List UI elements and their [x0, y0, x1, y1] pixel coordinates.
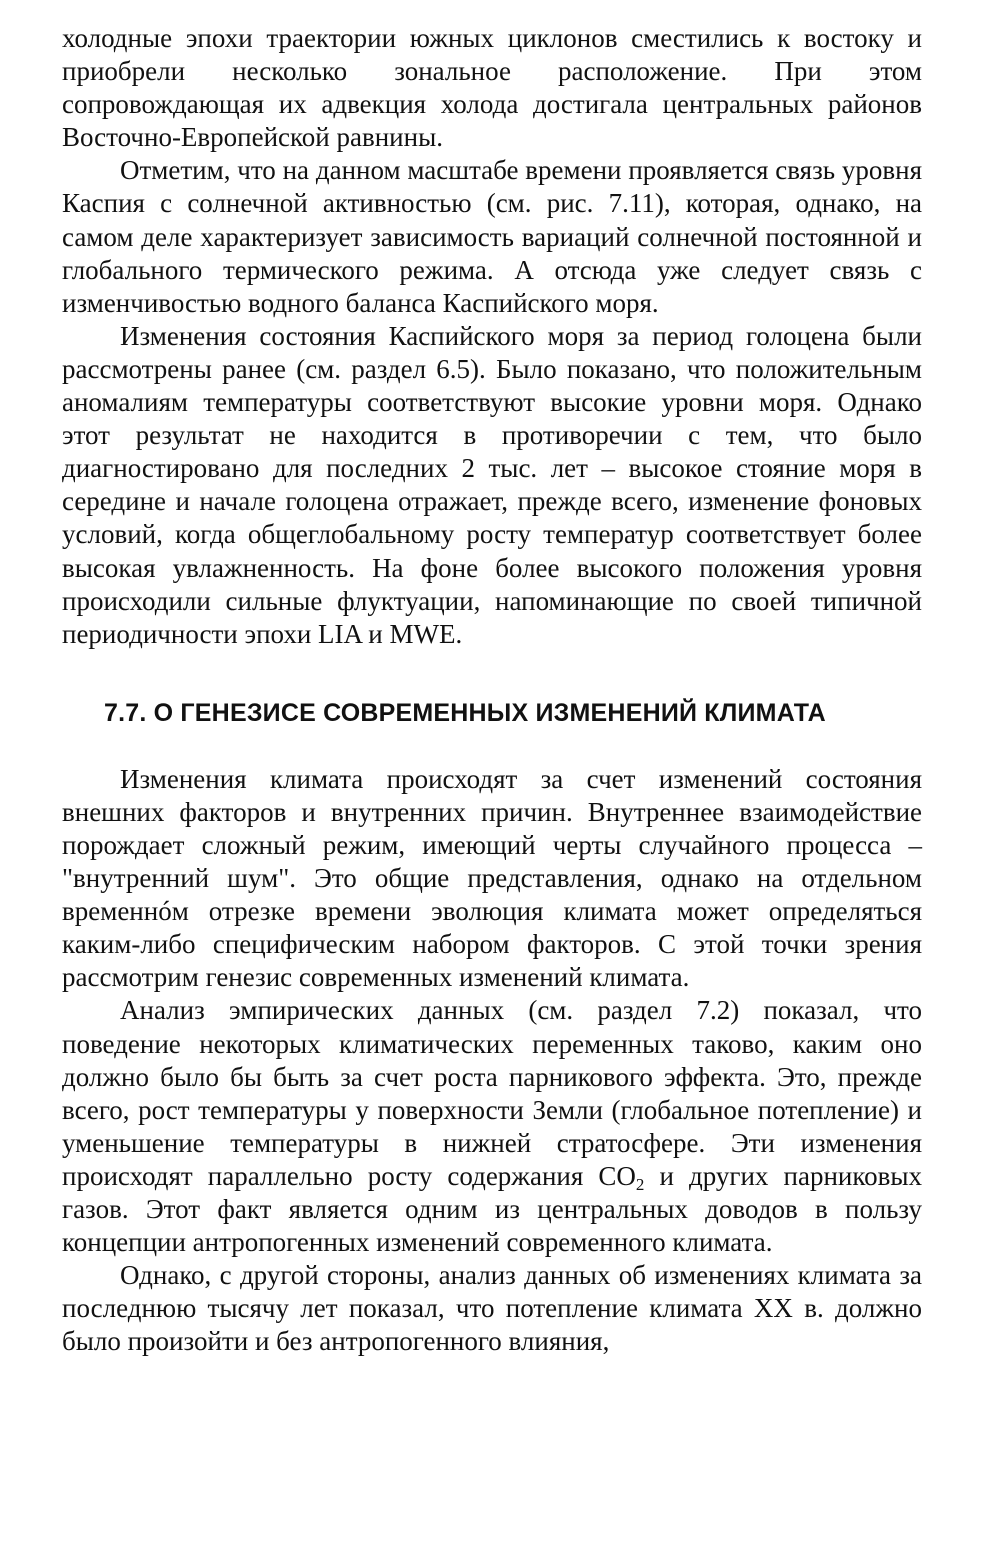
paragraph-millennium: Однако, с другой стороны, анализ данных об изменениях климата за последнюю тысячу лет показал, что потепление климата XX в. должно было произойти и без антропогенного влияния, — [62, 1260, 922, 1357]
co2-formula — [598, 1160, 645, 1194]
paragraph-text-part: Анализ эмпирических данных (см. раздел 7.2) показал, что поведение некоторых климатических переменных таково, каким оно должно было бы быть за счет роста парникового эффекта. Это, прежде всего, рост температуры у поверхности Земли (глобальное потепление) и уменьшение температуры в нижней стратосфере. Эти изменения происходят параллельно росту содержания — [62, 995, 922, 1191]
paragraph-continuation: холодные эпохи траектории южных циклонов сместились к востоку и приобрели несколько зональное расположение. При этом сопровождающая их адвекция холода достигала центральных районов Восточно-Европейской равнины. — [62, 23, 922, 153]
formula-base: CO — [598, 1160, 636, 1191]
paragraph-empirical-analysis — [62, 994, 922, 1259]
paragraph-holocene: Изменения состояния Каспийского моря за период голоцена были рассмотрены ранее (см. раздел 6.5). Было показано, что положительным аномалиям температуры соответствуют высокие уровни моря. Однако этот результат не находится в противоречии с тем, что было диагностировано для последних 2 тыс. лет – высокое стояние моря в середине и начале голоцена отражает, прежде всего, изменение фоновых условий, когда общеглобальному росту температур соответствует более высокая увлажненность. На фоне более высокого положения уровня происходили сильные флуктуации, напоминающие по своей типичной периодичности эпохи LIA и MWE. — [62, 320, 922, 649]
section-heading: 7.7. О ГЕНЕЗИСЕ СОВРЕМЕННЫХ ИЗМЕНЕНИЙ КЛИМАТА — [104, 698, 826, 727]
paragraph-text-part: и других парниковых газов. Этот факт является одним из центральных доводов в пользу концепции антропогенных изменений современного климата. — [62, 1160, 922, 1258]
paragraph-caspian-solar: Отметим, что на данном масштабе времени проявляется связь уровня Каспия с солнечной активностью (см. рис. 7.11), которая, однако, на самом деле характеризует зависимость вариаций солнечной постоянной и глобального термического режима. А отсюда уже следует связь с изменчивостью водного баланса Каспийского моря. — [62, 155, 922, 318]
formula-subscript: 2 — [635, 1174, 645, 1194]
book-page — [62, 22, 922, 1358]
paragraph-climate-factors: Изменения климата происходят за счет изменений состояния внешних факторов и внутренних причин. Внутреннее взаимодействие порождает сложный режим, имеющий черты случайного процесса – "внутренний шум". Это общие представления, однако на отдельном временнóм отрезке времени эволюция климата может определяться каким-либо специфическим набором факторов. С этой точки зрения рассмотрим генезис современных изменений климата. — [62, 763, 922, 993]
